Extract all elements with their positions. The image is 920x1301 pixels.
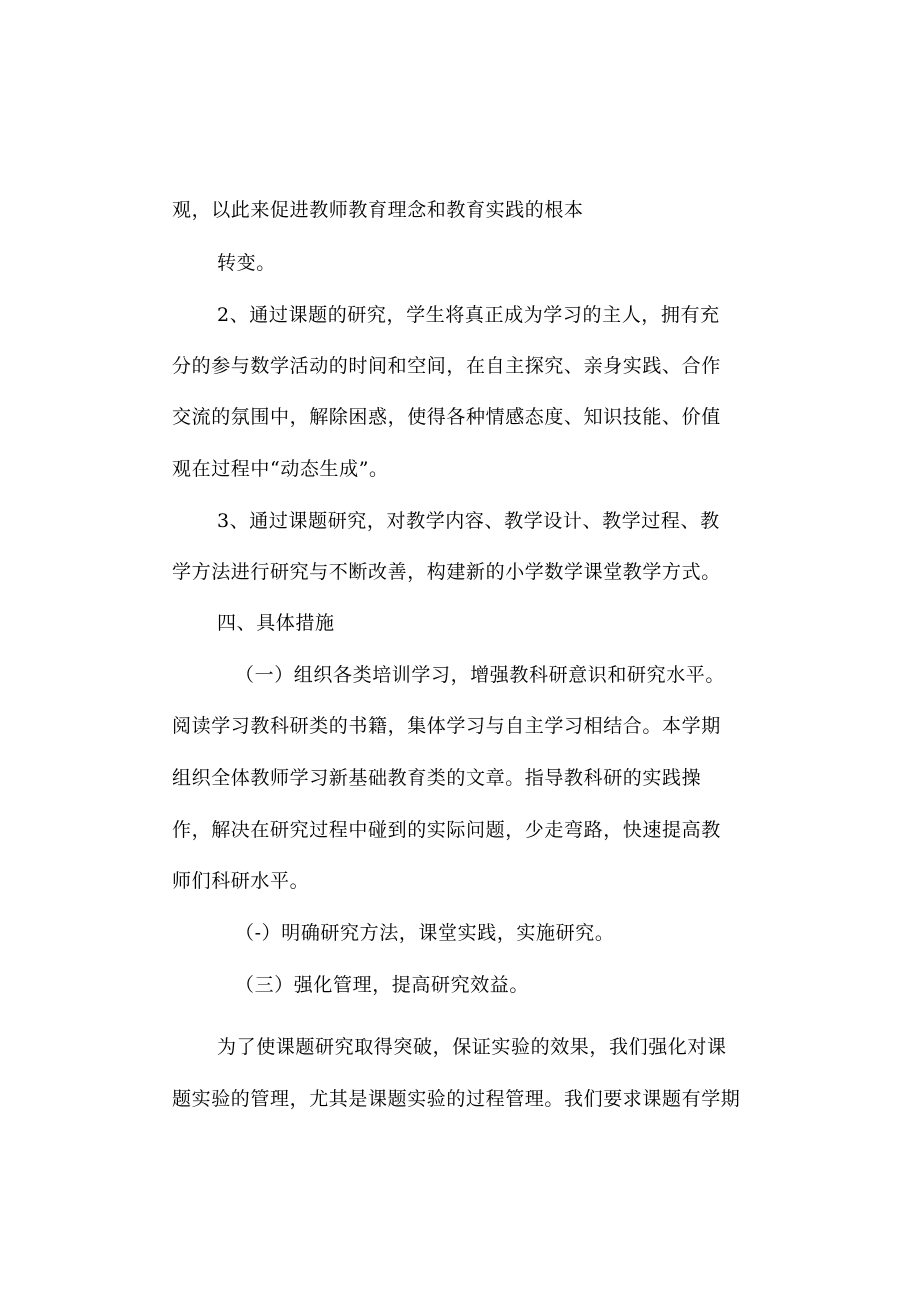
text-line-3: 2、通过课题的研究，学生将真正成为学习的主人，拥有充 xyxy=(217,304,720,326)
text-line-13: 作，解决在研究过程中碰到的实际问题，少走弯路，快速提高教 xyxy=(172,819,721,841)
text-line-18: 题实验的管理，尤其是课题实验的过程管理。我们要求课题有学期 xyxy=(172,1088,741,1110)
text-line-14: 师们科研水平。 xyxy=(172,870,310,892)
text-line-7: 3、通过课题研究，对教学内容、教学设计、教学过程、教 xyxy=(217,510,720,532)
text-line-10: （一）组织各类培训学习，增强教科研意识和研究水平。 xyxy=(235,664,726,686)
text-line-6: 观在过程中“动态生成”。 xyxy=(172,458,389,480)
text-line-16: （三）强化管理，提高研究效益。 xyxy=(235,974,530,996)
text-line-8: 学方法进行研究与不断改善，构建新的小学数学课堂教学方式。 xyxy=(172,561,721,583)
text-line-4: 分的参与数学活动的时间和空间，在自主探究、亲身实践、合作 xyxy=(172,355,721,377)
text-line-15: （-）明确研究方法，课堂实践，实施研究。 xyxy=(235,922,615,944)
text-line-2: 转变。 xyxy=(217,252,276,274)
text-line-12: 组织全体教师学习新基础教育类的文章。指导教科研的实践操 xyxy=(172,767,702,789)
section-heading: 四、具体措施 xyxy=(217,612,335,634)
text-line-1: 观，以此来促进教师教育理念和教育实践的根本 xyxy=(172,199,584,221)
text-line-5: 交流的氛围中，解除困惑，使得各种情感态度、知识技能、价值 xyxy=(172,406,721,428)
text-line-11: 阅读学习教科研类的书籍，集体学习与自主学习相结合。本学期 xyxy=(172,715,721,737)
text-line-17: 为了使课题研究取得突破，保证实验的效果，我们强化对课 xyxy=(217,1036,727,1058)
